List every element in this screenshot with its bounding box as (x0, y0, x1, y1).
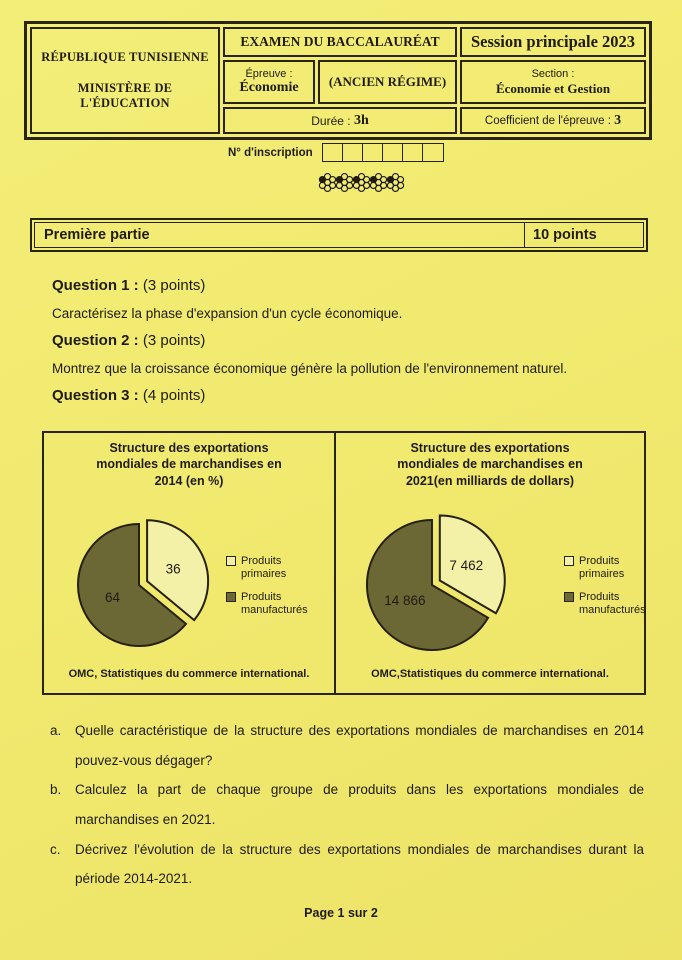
inscription-cell[interactable] (363, 144, 383, 161)
section-label: Section : (531, 67, 575, 80)
exam-title: EXAMEN DU BACCALAURÉAT (223, 27, 457, 57)
inscription-cell[interactable] (423, 144, 443, 161)
session-cell: Session principale 2023 (460, 27, 646, 57)
question-2-label: Question 2 : (52, 332, 139, 349)
question-2-text: Montrez que la croissance économique génère la pollution de l'environnement naturel. (52, 361, 568, 376)
republic-line: RÉPUBLIQUE TUNISIENNE (41, 49, 209, 64)
regime-cell: (ANCIEN RÉGIME) (318, 60, 457, 104)
exam-header-table (24, 21, 652, 140)
svg-text:7 462: 7 462 (449, 557, 484, 573)
epreuve-cell (223, 60, 315, 104)
section-cell (460, 60, 646, 104)
question-3-heading (52, 387, 205, 404)
legend-label-primaires: Produits primaires (241, 555, 287, 580)
legend-label-manufactures: Produits manufacturés (241, 591, 308, 616)
pie-2021-title-line1: Structure des exportations (410, 441, 570, 455)
legend-label-primaires: Produits primaires (579, 555, 625, 580)
manufactures-swatch-icon (564, 592, 574, 602)
svg-text:64: 64 (104, 590, 121, 605)
inscription-cell[interactable] (323, 144, 343, 161)
pie-2021-title-line3: 2021(en milliards de dollars) (405, 473, 575, 488)
sub-question-c (50, 835, 644, 894)
inscription-cell[interactable] (343, 144, 363, 161)
epreuve-value: Économie (239, 80, 299, 96)
inscription-cell[interactable] (403, 144, 423, 161)
sub-question-a-label: a. (50, 723, 62, 738)
page-indicator: Page 1 sur 2 (304, 906, 378, 920)
sub-question-a (50, 716, 644, 775)
pie-2021-source: OMC,Statistiques du commerce international. (371, 668, 609, 680)
coefficient-label: Coefficient de l'épreuve : (484, 114, 611, 127)
question-3-points: (4 points) (142, 387, 206, 404)
rosette-ornaments (317, 172, 402, 193)
legend-item-primaires (226, 555, 319, 580)
question-2-heading (52, 332, 205, 349)
svg-text:14 866: 14 866 (384, 593, 426, 608)
manufactures-swatch-icon (226, 592, 236, 602)
svg-text:36: 36 (165, 561, 181, 577)
pie-2014-legend (226, 555, 319, 617)
question-2-points: (3 points) (142, 332, 206, 349)
legend-item-manufactures (564, 591, 657, 616)
legend-item-manufactures (226, 591, 319, 616)
pie-2014-title-line3: 2014 (en %) (154, 473, 224, 488)
sub-question-a-text: Quelle caractéristique de la structure des exportations mondiales de marchandises en 2014 pouvez-vous dégager? (75, 723, 644, 768)
pie-2014-title-line2: mondiales de marchandises en (96, 457, 282, 472)
sub-questions-list (50, 716, 644, 894)
pie-chart-2014 (44, 433, 336, 693)
pie-2021-title-line2: mondiales de marchandises en (397, 457, 583, 472)
legend-label-manufactures: Produits manufacturés (579, 591, 646, 616)
part-header-bar (30, 218, 648, 252)
coefficient-value: 3 (614, 112, 622, 128)
primaires-swatch-icon (226, 556, 236, 566)
primaires-swatch-icon (564, 556, 574, 566)
section-value: Économie et Gestion (495, 80, 611, 96)
inscription-cell[interactable] (383, 144, 403, 161)
part-title: Première partie (44, 227, 150, 243)
inscription-row (228, 143, 444, 162)
question-1-label: Question 1 : (52, 277, 139, 294)
pie-2014-title-line1: Structure des exportations (109, 441, 269, 455)
question-3-label: Question 3 : (52, 387, 139, 404)
sub-question-b-text: Calculez la part de chaque groupe de produits dans les exportations mondiales de marchandises en 2021. (75, 782, 644, 828)
ministry-line: MINISTÈRE DE L'ÉDUCATION (77, 81, 173, 111)
sub-question-c-label: c. (50, 841, 61, 857)
inscription-label: N° d'inscription (228, 146, 313, 159)
legend-item-primaires (564, 555, 657, 580)
charts-container (42, 431, 646, 695)
coefficient-cell (460, 107, 646, 134)
pie-chart-2021 (336, 433, 644, 693)
question-1-text: Caractérisez la phase d'expansion d'un cycle économique. (52, 306, 403, 321)
inscription-boxes (322, 143, 444, 162)
sub-question-b (50, 775, 644, 834)
question-1-heading (52, 277, 205, 294)
epreuve-label: Épreuve : (245, 67, 293, 80)
pie-2021-title (336, 440, 644, 489)
pie-2021-legend (564, 555, 657, 617)
duree-cell (223, 107, 457, 134)
sub-question-b-label: b. (50, 782, 62, 798)
question-1-points: (3 points) (142, 277, 206, 294)
part-points: 10 points (524, 223, 643, 247)
rosette-icon (385, 172, 406, 193)
duree-label: Durée : (311, 113, 351, 128)
pie-2014-source: OMC, Statistiques du commerce international. (68, 668, 310, 680)
pie-2014-title (44, 440, 334, 489)
ministry-cell (30, 27, 220, 134)
duree-value: 3h (353, 112, 369, 128)
sub-question-c-text: Décrivez l'évolution de la structure des exportations mondiales de marchandises durant la période 2014-2021. (75, 841, 644, 887)
